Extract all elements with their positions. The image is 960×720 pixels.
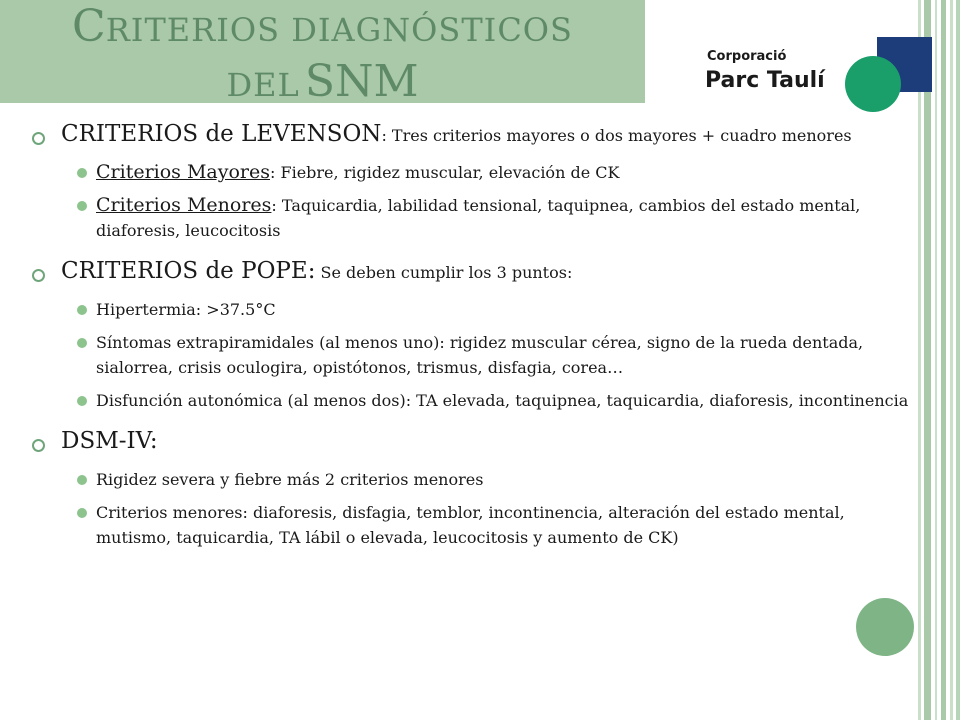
section-levenson [32,120,912,150]
item-text: Criterios menores: diaforesis, disfagia, temblor, incontinencia, alteración del estado mental, mutismo, taquicardia, TA lábil o elevada, leucocitosis y aumento de CK) [96,503,845,547]
list-item [32,467,912,492]
section-heading: DSM-IV: [61,428,158,454]
dot-bullet-icon [77,201,87,211]
dot-bullet-icon [77,508,87,518]
decorative-circle [856,598,914,656]
section-tail: Se deben cumplir los 3 puntos: [315,263,573,282]
title-snm: SNM [304,56,419,107]
section-tail: : Tres criterios mayores o dos mayores + cuadro menores [381,126,852,145]
list-item [32,388,912,413]
list-item [32,193,912,243]
ring-bullet-icon [32,132,45,145]
item-text: Disfunción autonómica (al menos dos): TA elevada, taquipnea, taquicardia, diaforesis, incontinencia [96,391,909,410]
dot-bullet-icon [77,396,87,406]
list-item [32,330,912,380]
logo-mark-icon [844,35,934,117]
dot-bullet-icon [77,475,87,485]
item-text: Síntomas extrapiramidales (al menos uno): rigidez muscular cérea, signo de la rueda dentada, sialorrea, crisis oculogira, opistótonos, trismus, disfagia, corea… [96,333,864,377]
item-label: Criterios Mayores [96,161,270,183]
slide-title [0,0,645,114]
title-rest: RITERIOS DIAGNÓSTICOS [105,11,573,49]
section-heading: CRITERIOS de LEVENSON [61,121,382,147]
logo-line1: Corporació [707,49,787,64]
item-text: : Fiebre, rigidez muscular, elevación de CK [270,163,620,182]
list-item [32,297,912,322]
title-banner [0,0,645,107]
title-del: DEL [226,66,300,104]
section-dsm-iv [32,427,912,457]
dot-bullet-icon [77,168,87,178]
dot-bullet-icon [77,338,87,348]
item-text: : Taquicardia, labilidad tensional, taquipnea, cambios del estado mental, diaforesis, leucocitosis [96,196,861,240]
logo-line2: Parc Taulí [705,68,825,93]
list-item [32,500,912,550]
ring-bullet-icon [32,269,45,282]
item-text: Hipertermia: >37.5°C [96,300,276,319]
parc-tauli-logo [700,35,935,117]
section-pope [32,257,912,287]
dot-bullet-icon [77,305,87,315]
ring-bullet-icon [32,439,45,452]
title-initial: C [72,1,106,52]
item-label: Criterios Menores [96,194,272,216]
list-item [32,160,912,185]
slide-body [32,120,912,558]
section-heading: CRITERIOS de POPE: [61,258,316,284]
item-text: Rigidez severa y fiebre más 2 criterios menores [96,470,484,489]
